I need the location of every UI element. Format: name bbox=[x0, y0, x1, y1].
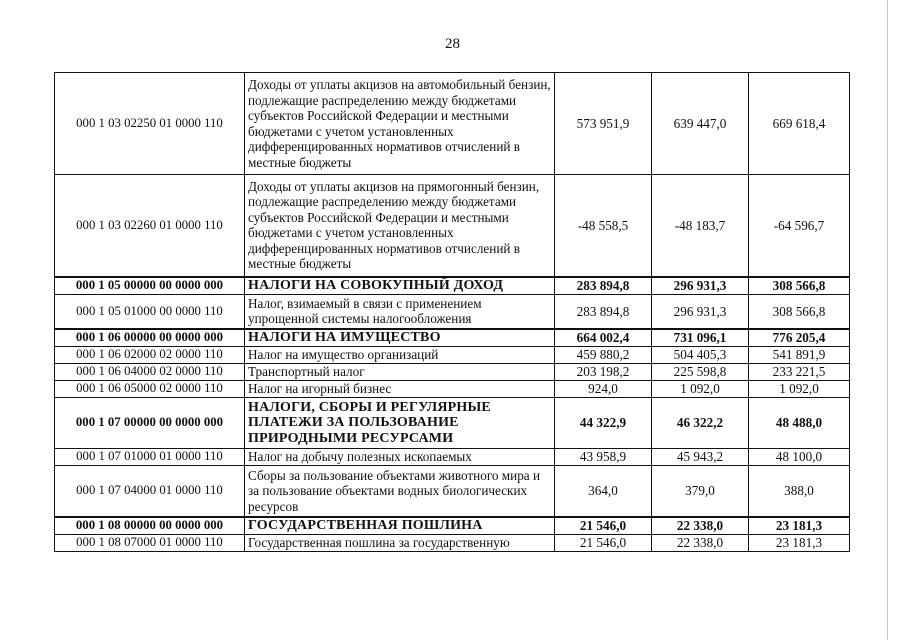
budget-code-cell: 000 1 03 02250 01 0000 110 bbox=[55, 73, 245, 175]
value-year3-cell: 388,0 bbox=[749, 466, 850, 517]
budget-code-cell: 000 1 03 02260 01 0000 110 bbox=[55, 175, 245, 277]
budget-code-cell: 000 1 06 04000 02 0000 110 bbox=[55, 364, 245, 381]
revenue-name-cell: НАЛОГИ НА ИМУЩЕСТВО bbox=[245, 329, 555, 347]
budget-code-cell: 000 1 07 01000 01 0000 110 bbox=[55, 449, 245, 466]
value-year2-cell: 45 943,2 bbox=[652, 449, 749, 466]
value-year1-cell: 283 894,8 bbox=[555, 277, 652, 295]
table-row bbox=[55, 381, 850, 398]
value-year1-cell: 21 546,0 bbox=[555, 535, 652, 552]
budget-code-cell: 000 1 06 02000 02 0000 110 bbox=[55, 347, 245, 364]
page-number: 28 bbox=[445, 36, 460, 52]
budget-code-cell: 000 1 07 00000 00 0000 000 bbox=[55, 398, 245, 449]
revenue-name-cell: Транспортный налог bbox=[245, 364, 555, 381]
value-year3-cell: 308 566,8 bbox=[749, 277, 850, 295]
value-year1-cell: 924,0 bbox=[555, 381, 652, 398]
table-row-section bbox=[55, 398, 850, 449]
revenue-name-cell: Налог на добычу полезных ископаемых bbox=[245, 449, 555, 466]
value-year1-cell: 43 958,9 bbox=[555, 449, 652, 466]
value-year3-cell: -64 596,7 bbox=[749, 175, 850, 277]
table-row bbox=[55, 466, 850, 517]
value-year2-cell: 639 447,0 bbox=[652, 73, 749, 175]
value-year2-cell: 1 092,0 bbox=[652, 381, 749, 398]
value-year1-cell: 573 951,9 bbox=[555, 73, 652, 175]
table-row-section bbox=[55, 277, 850, 295]
value-year1-cell: 21 546,0 bbox=[555, 517, 652, 535]
value-year1-cell: 203 198,2 bbox=[555, 364, 652, 381]
revenue-name-cell: Государственная пошлина за государственную bbox=[245, 535, 555, 552]
scan-edge-line bbox=[887, 0, 888, 640]
revenue-table bbox=[54, 72, 850, 552]
budget-code-cell: 000 1 06 05000 02 0000 110 bbox=[55, 381, 245, 398]
budget-code-cell: 000 1 08 00000 00 0000 000 bbox=[55, 517, 245, 535]
value-year2-cell: 379,0 bbox=[652, 466, 749, 517]
value-year3-cell: 23 181,3 bbox=[749, 535, 850, 552]
revenue-name-cell: ГОСУДАРСТВЕННАЯ ПОШЛИНА bbox=[245, 517, 555, 535]
value-year2-cell: 731 096,1 bbox=[652, 329, 749, 347]
value-year3-cell: 48 488,0 bbox=[749, 398, 850, 449]
table-row bbox=[55, 73, 850, 175]
value-year3-cell: 669 618,4 bbox=[749, 73, 850, 175]
revenue-name-cell: Сборы за пользование объектами животного мира и за пользование объектами водных биологических ресурсов bbox=[245, 466, 555, 517]
revenue-name-cell: Налог на игорный бизнес bbox=[245, 381, 555, 398]
value-year2-cell: 225 598,8 bbox=[652, 364, 749, 381]
table-row bbox=[55, 175, 850, 277]
value-year2-cell: 46 322,2 bbox=[652, 398, 749, 449]
table-row bbox=[55, 347, 850, 364]
value-year3-cell: 48 100,0 bbox=[749, 449, 850, 466]
table-row bbox=[55, 364, 850, 381]
budget-code-cell: 000 1 07 04000 01 0000 110 bbox=[55, 466, 245, 517]
value-year2-cell: 296 931,3 bbox=[652, 277, 749, 295]
table-row bbox=[55, 295, 850, 329]
value-year2-cell: 296 931,3 bbox=[652, 295, 749, 329]
value-year1-cell: 283 894,8 bbox=[555, 295, 652, 329]
revenue-name-cell: НАЛОГИ НА СОВОКУПНЫЙ ДОХОД bbox=[245, 277, 555, 295]
value-year1-cell: 459 880,2 bbox=[555, 347, 652, 364]
value-year2-cell: -48 183,7 bbox=[652, 175, 749, 277]
value-year1-cell: -48 558,5 bbox=[555, 175, 652, 277]
value-year3-cell: 1 092,0 bbox=[749, 381, 850, 398]
value-year3-cell: 541 891,9 bbox=[749, 347, 850, 364]
table-row-section bbox=[55, 329, 850, 347]
table-row-section bbox=[55, 517, 850, 535]
value-year1-cell: 44 322,9 bbox=[555, 398, 652, 449]
budget-code-cell: 000 1 06 00000 00 0000 000 bbox=[55, 329, 245, 347]
budget-code-cell: 000 1 05 01000 00 0000 110 bbox=[55, 295, 245, 329]
value-year3-cell: 308 566,8 bbox=[749, 295, 850, 329]
revenue-name-cell: НАЛОГИ, СБОРЫ И РЕГУЛЯРНЫЕ ПЛАТЕЖИ ЗА ПОЛЬЗОВАНИЕ ПРИРОДНЫМИ РЕСУРСАМИ bbox=[245, 398, 555, 449]
value-year1-cell: 364,0 bbox=[555, 466, 652, 517]
table-row bbox=[55, 449, 850, 466]
value-year2-cell: 22 338,0 bbox=[652, 535, 749, 552]
value-year3-cell: 23 181,3 bbox=[749, 517, 850, 535]
value-year3-cell: 776 205,4 bbox=[749, 329, 850, 347]
budget-code-cell: 000 1 05 00000 00 0000 000 bbox=[55, 277, 245, 295]
table-row bbox=[55, 535, 850, 552]
revenue-name-cell: Налог, взимаемый в связи с применением упрощенной системы налогообложения bbox=[245, 295, 555, 329]
revenue-name-cell: Доходы от уплаты акцизов на прямогонный бензин, подлежащие распределению между бюджетами субъектов Российской Федерации и местными бюджетами с учетом установленных дифференцированных нормативов отчислений в местные бюджеты bbox=[245, 175, 555, 277]
value-year3-cell: 233 221,5 bbox=[749, 364, 850, 381]
value-year2-cell: 504 405,3 bbox=[652, 347, 749, 364]
value-year2-cell: 22 338,0 bbox=[652, 517, 749, 535]
revenue-name-cell: Налог на имущество организаций bbox=[245, 347, 555, 364]
budget-code-cell: 000 1 08 07000 01 0000 110 bbox=[55, 535, 245, 552]
value-year1-cell: 664 002,4 bbox=[555, 329, 652, 347]
revenue-name-cell: Доходы от уплаты акцизов на автомобильный бензин, подлежащие распределению между бюджетами субъектов Российской Федерации и местными бюджетами с учетом установленных дифференцированных нормативов отчислений в местные бюджеты bbox=[245, 73, 555, 175]
